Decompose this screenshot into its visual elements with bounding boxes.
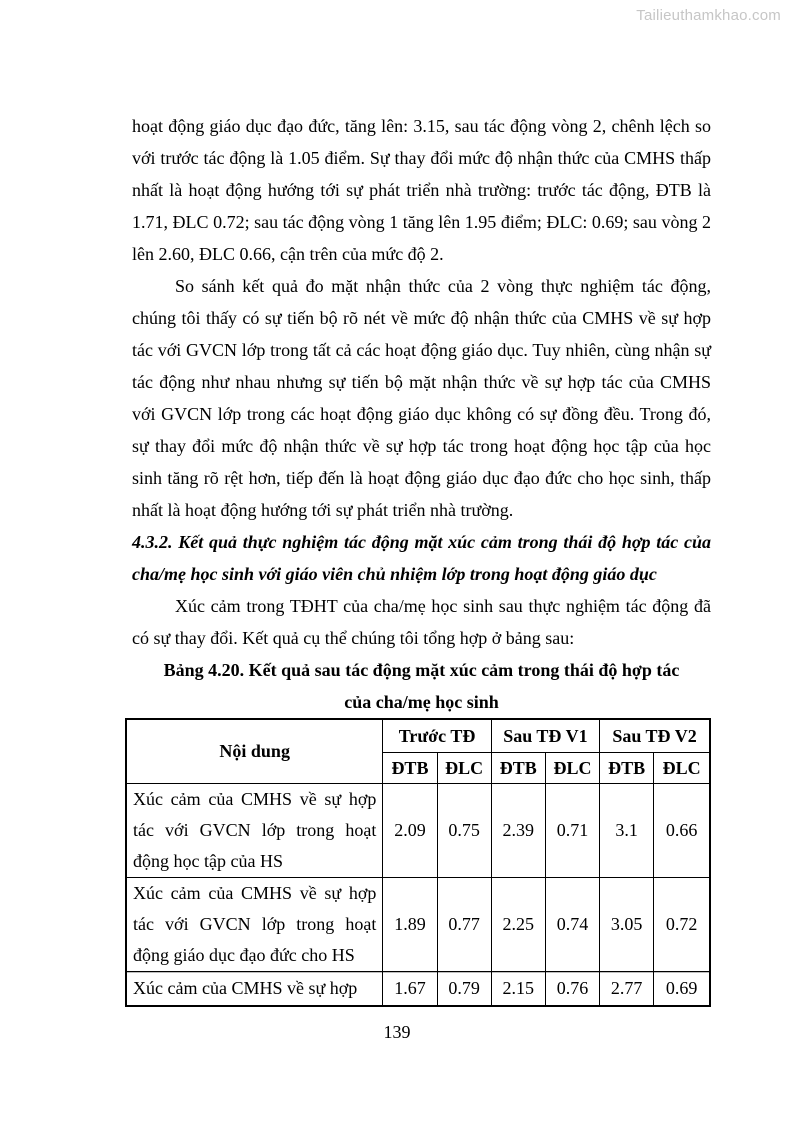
cell-value: 2.25 bbox=[491, 877, 545, 971]
section-heading-4-3-2: 4.3.2. Kết quả thực nghiệm tác động mặt xúc cảm trong thái độ hợp tác của cha/mẹ học sinh với giáo viên chủ nhiệm lớp trong hoạt động giáo dục bbox=[132, 532, 711, 584]
header-group-sau-td-v2: Sau TĐ V2 bbox=[600, 719, 710, 752]
cell-value: 2.77 bbox=[600, 971, 654, 1006]
cell-value: 1.89 bbox=[383, 877, 437, 971]
header-dlc-2: ĐLC bbox=[545, 752, 599, 783]
header-dtb-1: ĐTB bbox=[383, 752, 437, 783]
cell-value: 3.1 bbox=[600, 783, 654, 877]
cell-value: 3.05 bbox=[600, 877, 654, 971]
body-paragraph-2: So sánh kết quả đo mặt nhận thức của 2 vòng thực nghiệm tác động, chúng tôi thấy có sự tiến bộ rõ nét về mức độ nhận thức của CMHS về sự hợp tác với GVCN lớp trong tất cả các hoạt động giáo dục. Tuy nhiên, cùng nhận sự tác động như nhau nhưng sự tiến bộ mặt nhận thức về sự hợp tác của CMHS với GVCN lớp trong các hoạt động giáo dục không có sự đồng đều. Trong đó, sự thay đổi mức độ nhận thức về sự hợp tác trong hoạt động học tập của học sinh tăng rõ rệt hơn, tiếp đến là hoạt động giáo dục đạo đức cho học sinh, thấp nhất là hoạt động hướng tới sự phát triển nhà trường. bbox=[132, 276, 711, 520]
watermark: Tailieuthamkhao.com bbox=[636, 7, 781, 24]
cell-value: 0.76 bbox=[545, 971, 599, 1006]
page-content bbox=[132, 110, 711, 1007]
cell-value: 2.15 bbox=[491, 971, 545, 1006]
body-paragraph-1: hoạt động giáo dục đạo đức, tăng lên: 3.15, sau tác động vòng 2, chênh lệch so với trước tác động là 1.05 điểm. Sự thay đổi mức độ nhận thức của CMHS thấp nhất là hoạt động hướng tới sự phát triển nhà trường: trước tác động, ĐTB là 1.71, ĐLC 0.72; sau tác động vòng 1 tăng lên 1.95 điểm; ĐLC: 0.69; sau vòng 2 lên 2.60, ĐLC 0.66, cận trên của mức độ 2. bbox=[132, 116, 711, 264]
header-group-truoc-td: Trước TĐ bbox=[383, 719, 491, 752]
body-paragraph-3: Xúc cảm trong TĐHT của cha/mẹ học sinh sau thực nghiệm tác động đã có sự thay đổi. Kết quả cụ thể chúng tôi tổng hợp ở bảng sau: bbox=[132, 596, 711, 648]
table-row bbox=[126, 877, 710, 971]
header-noi-dung: Nội dung bbox=[126, 719, 383, 783]
table-row bbox=[126, 783, 710, 877]
row-label: Xúc cảm của CMHS về sự hợp bbox=[126, 971, 383, 1006]
cell-value: 0.71 bbox=[545, 783, 599, 877]
cell-value: 0.79 bbox=[437, 971, 491, 1006]
cell-value: 0.74 bbox=[545, 877, 599, 971]
cell-value: 2.09 bbox=[383, 783, 437, 877]
cell-value: 0.75 bbox=[437, 783, 491, 877]
cell-value: 0.66 bbox=[654, 783, 710, 877]
header-dtb-3: ĐTB bbox=[600, 752, 654, 783]
header-dtb-2: ĐTB bbox=[491, 752, 545, 783]
table-caption bbox=[132, 654, 711, 718]
page-number: 139 bbox=[383, 1022, 411, 1042]
cell-value: 0.72 bbox=[654, 877, 710, 971]
table-row-partial bbox=[126, 971, 710, 1006]
table-caption-line1: Bảng 4.20. Kết quả sau tác động mặt xúc cảm trong thái độ hợp tác bbox=[163, 660, 680, 680]
results-table-4-20 bbox=[125, 718, 711, 1007]
row-label: Xúc cảm của CMHS về sự hợp tác với GVCN lớp trong hoạt động giáo dục đạo đức cho HS bbox=[126, 877, 383, 971]
cell-value: 0.69 bbox=[654, 971, 710, 1006]
header-dlc-3: ĐLC bbox=[654, 752, 710, 783]
table-caption-line2: của cha/mẹ học sinh bbox=[344, 692, 499, 712]
header-group-sau-td-v1: Sau TĐ V1 bbox=[491, 719, 599, 752]
cell-value: 2.39 bbox=[491, 783, 545, 877]
cell-value: 0.77 bbox=[437, 877, 491, 971]
row-label: Xúc cảm của CMHS về sự hợp tác với GVCN lớp trong hoạt động học tập của HS bbox=[126, 783, 383, 877]
cell-value: 1.67 bbox=[383, 971, 437, 1006]
header-dlc-1: ĐLC bbox=[437, 752, 491, 783]
